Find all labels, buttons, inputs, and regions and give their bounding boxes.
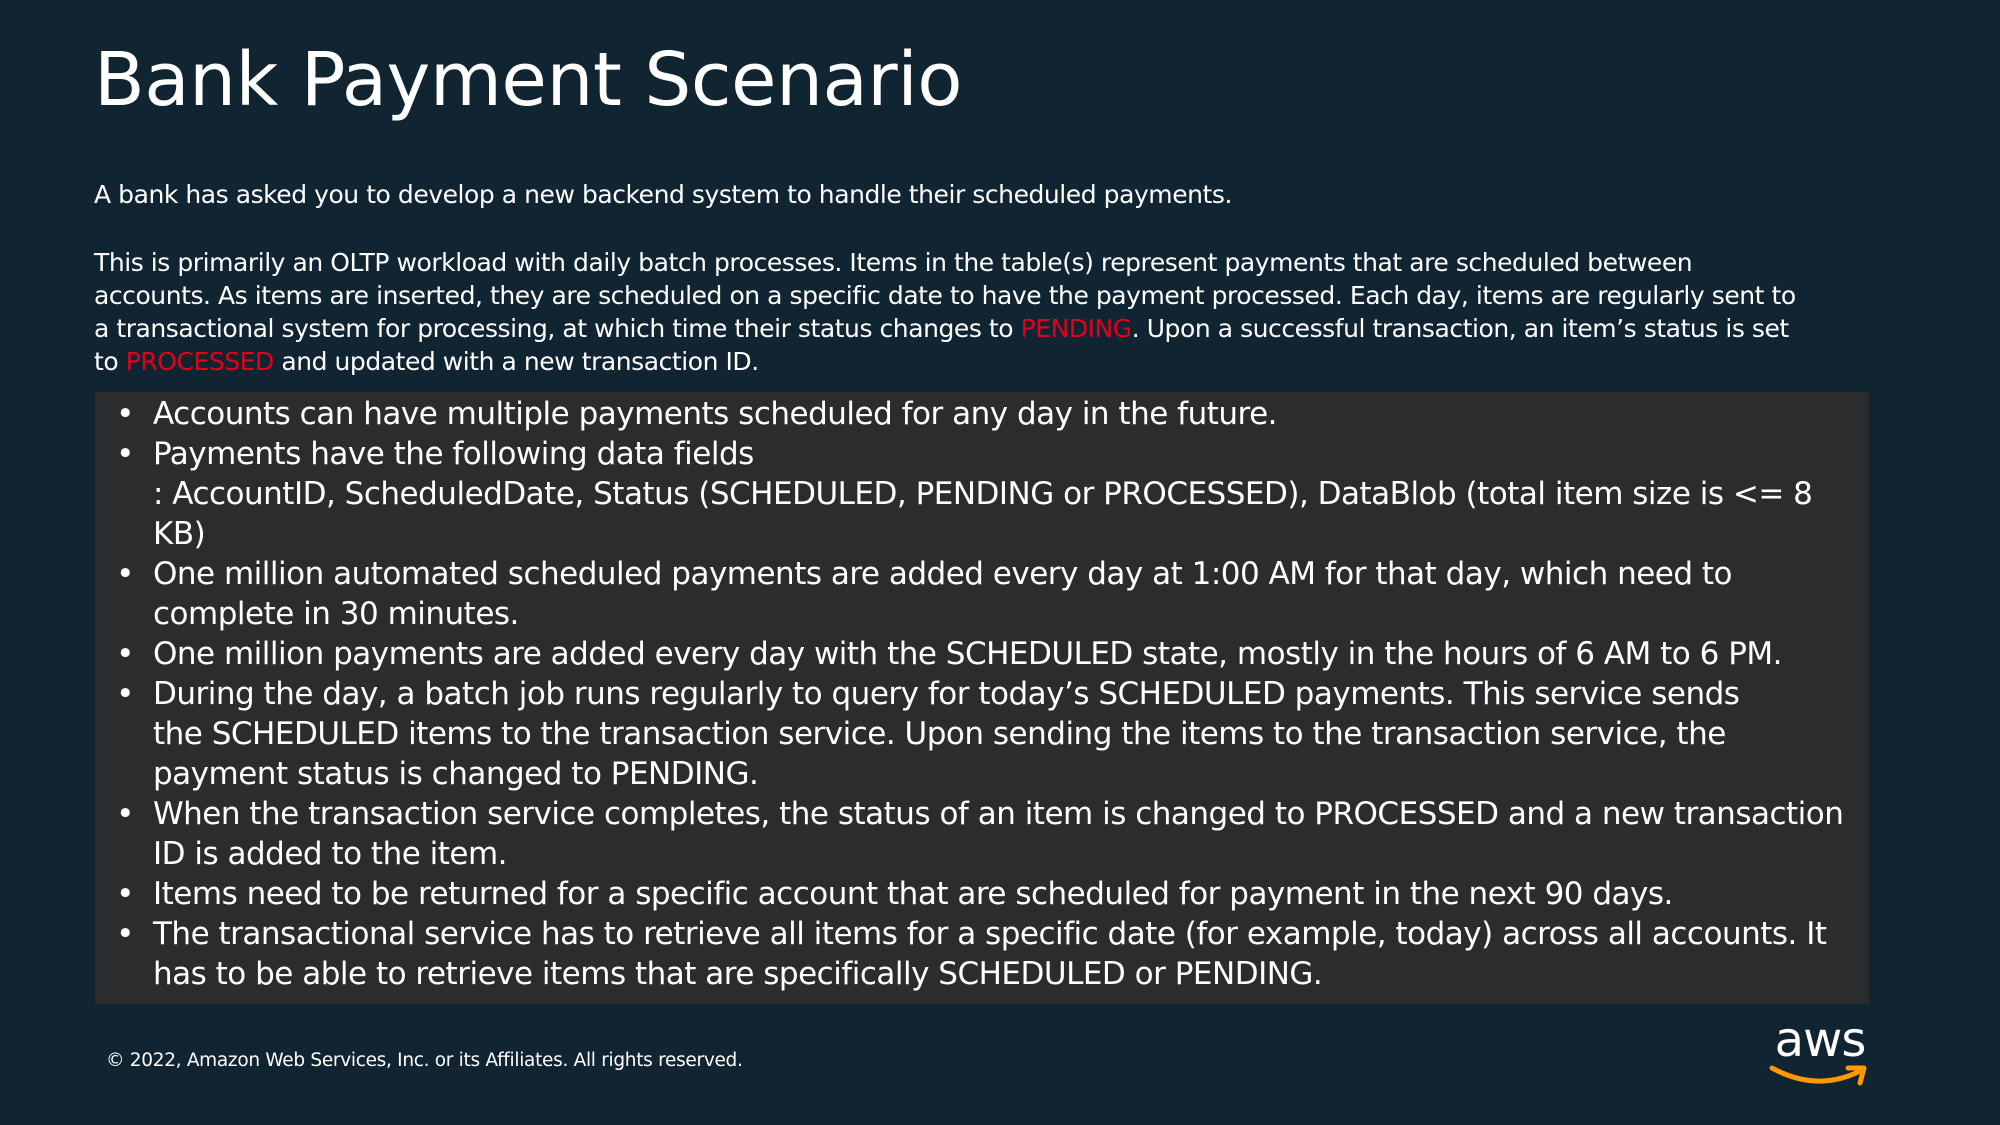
- requirement-item: [95, 434, 1869, 554]
- requirement-text: Items need to be returned for a specific account that are scheduled for payment in the next 90 days.: [153, 876, 1673, 912]
- aws-logo-text: aws: [1774, 1012, 1866, 1068]
- requirement-text: When the transaction service completes, the status of an item is changed to PROCESSED and a new transaction: [153, 796, 1844, 832]
- description-paragraph: [94, 246, 1944, 378]
- requirement-item: [95, 554, 1869, 634]
- requirement-item: [95, 874, 1869, 914]
- requirement-text: complete in 30 minutes.: [153, 596, 519, 632]
- requirement-text: the SCHEDULED items to the transaction service. Upon sending the items to the transaction service, the: [153, 716, 1726, 752]
- description-text: . Upon a successful transaction, an item’s status is set: [1131, 314, 1789, 343]
- requirements-list: [95, 394, 1869, 994]
- requirement-text: Payments have the following data fields: [153, 436, 754, 472]
- requirements-panel: [95, 392, 1869, 1004]
- requirement-text: : AccountID, ScheduledDate, Status (SCHEDULED, PENDING or PROCESSED), DataBlob (total item size is <= 8: [153, 476, 1813, 512]
- requirement-text: One million automated scheduled payments are added every day at 1:00 AM for that day, which need to: [153, 556, 1733, 592]
- status-processed-highlight: PROCESSED: [125, 347, 274, 376]
- page-title: Bank Payment Scenario: [94, 37, 963, 123]
- requirement-text: ID is added to the item.: [153, 836, 508, 872]
- aws-smile-icon: [1768, 1062, 1872, 1090]
- description-line: This is primarily an OLTP workload with daily batch processes. Items in the table(s) represent payments that are scheduled between: [94, 248, 1693, 277]
- description-line: accounts. As items are inserted, they are scheduled on a specific date to have the payment processed. Each day, items are regularly sent to: [94, 281, 1796, 310]
- description-text: to: [94, 347, 126, 376]
- requirement-text: payment status is changed to PENDING.: [153, 756, 759, 792]
- description-line: [94, 312, 1944, 345]
- requirement-item: [95, 794, 1869, 874]
- requirement-item: [95, 394, 1869, 434]
- bullet-icon: •: [116, 916, 134, 952]
- requirement-text: The transactional service has to retrieve all items for a specific date (for example, today) across all accounts. It: [153, 916, 1827, 952]
- description-text: and updated with a new transaction ID.: [273, 347, 759, 376]
- bullet-icon: •: [116, 556, 134, 592]
- copyright-notice: © 2022, Amazon Web Services, Inc. or its Affiliates. All rights reserved.: [106, 1050, 743, 1071]
- bullet-icon: •: [116, 636, 134, 672]
- bullet-icon: •: [116, 676, 134, 712]
- aws-logo: [1768, 1012, 1872, 1090]
- requirement-item: [95, 634, 1869, 674]
- bullet-icon: •: [116, 876, 134, 912]
- bullet-icon: •: [116, 396, 134, 432]
- requirement-text: has to be able to retrieve items that are specifically SCHEDULED or PENDING.: [153, 956, 1323, 992]
- bullet-icon: •: [116, 796, 134, 832]
- requirement-text: One million payments are added every day with the SCHEDULED state, mostly in the hours of 6 AM to 6 PM.: [153, 636, 1782, 672]
- requirement-text: KB): [153, 516, 206, 552]
- requirement-text: During the day, a batch job runs regularly to query for today’s SCHEDULED payments. This service sends: [153, 676, 1740, 712]
- requirement-item: [95, 674, 1869, 794]
- description-line: [94, 345, 1944, 378]
- status-pending-highlight: PENDING: [1020, 314, 1132, 343]
- bullet-icon: •: [116, 436, 134, 472]
- requirement-text: Accounts can have multiple payments scheduled for any day in the future.: [153, 396, 1278, 432]
- intro-text: A bank has asked you to develop a new backend system to handle their scheduled payments.: [94, 180, 1232, 209]
- description-text: a transactional system for processing, at which time their status changes to: [94, 314, 1021, 343]
- requirement-item: [95, 914, 1869, 994]
